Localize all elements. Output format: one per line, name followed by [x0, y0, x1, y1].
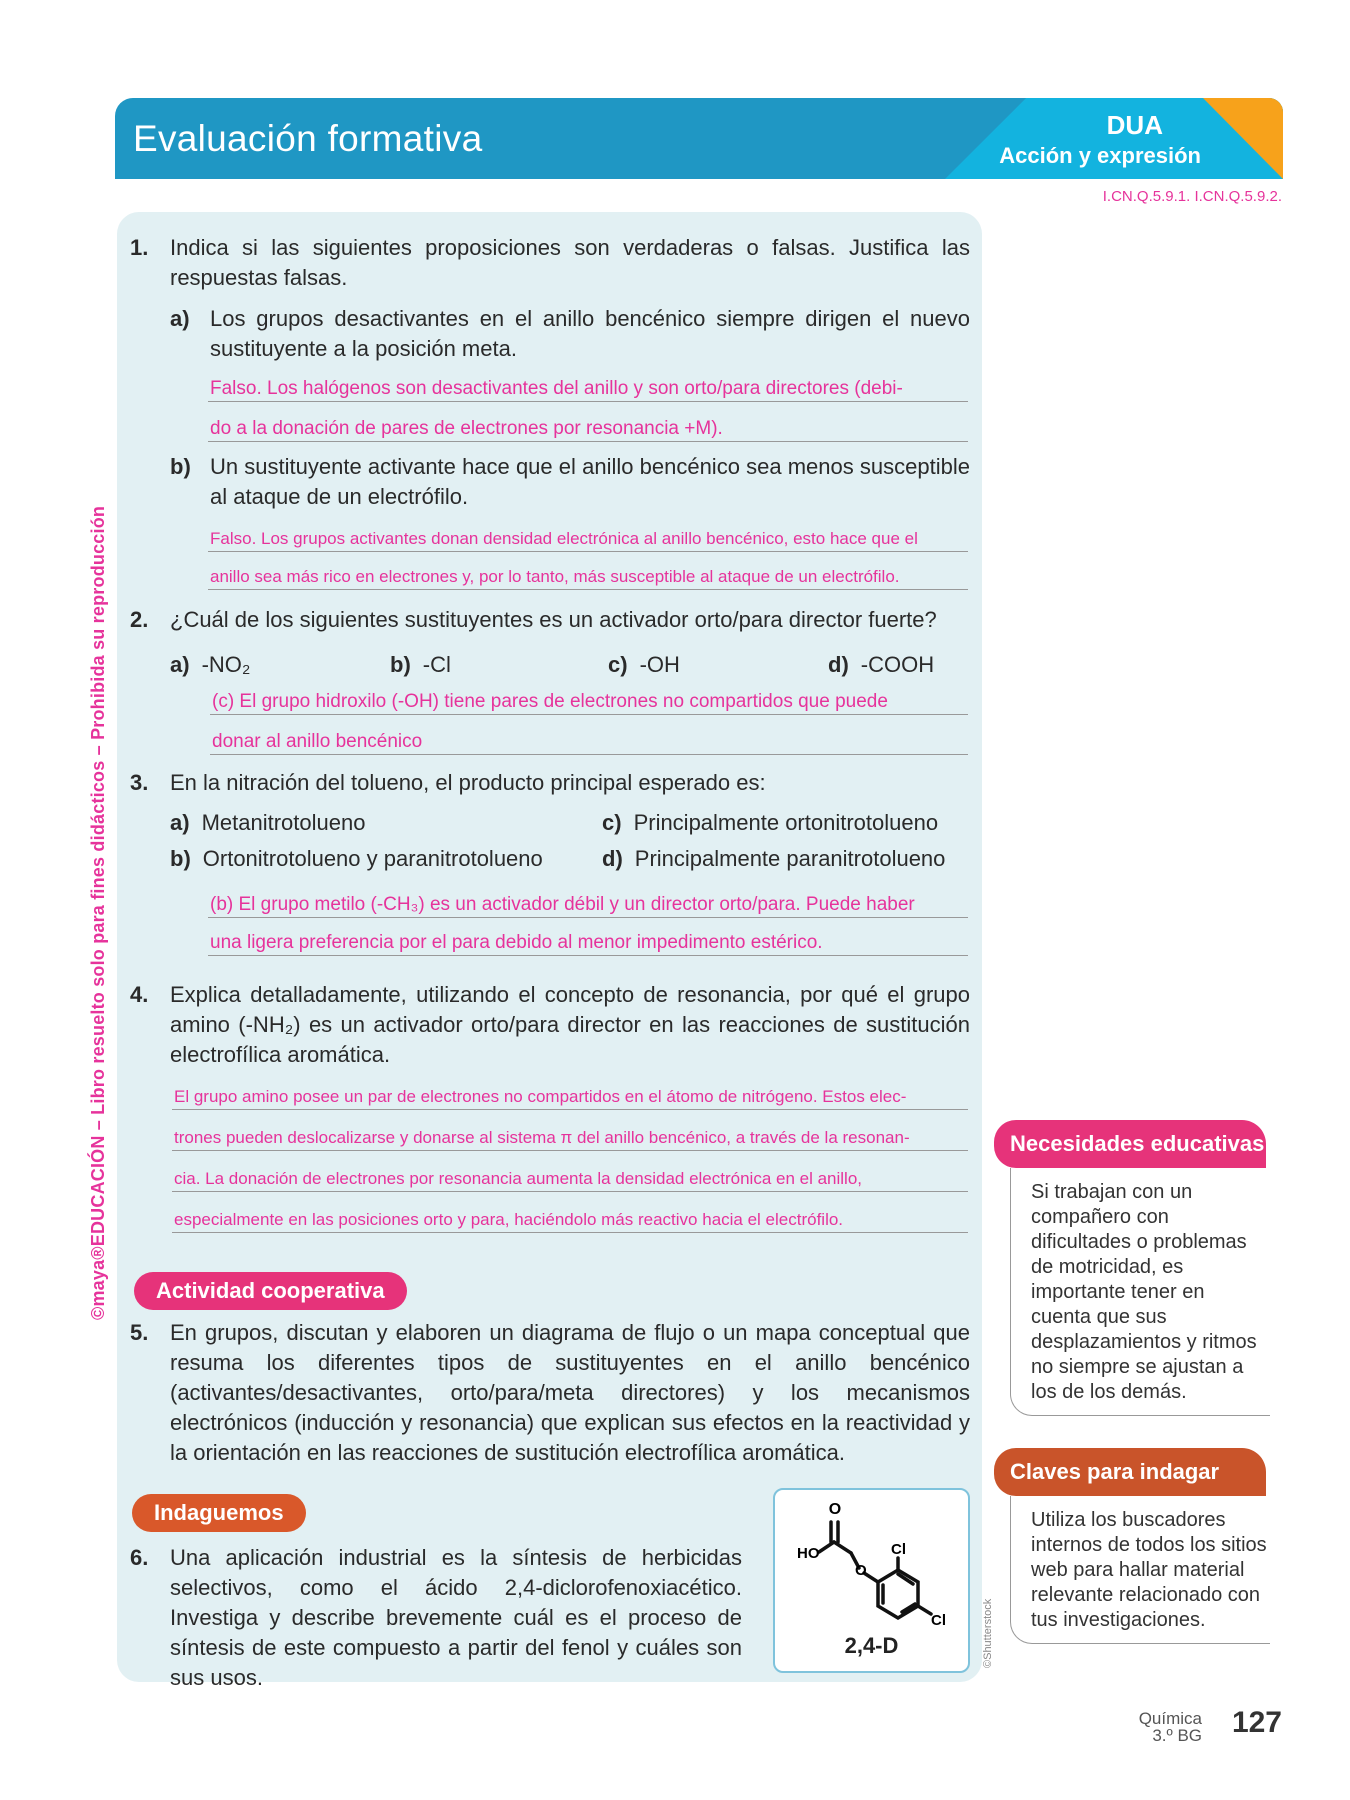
answer-line[interactable]: El grupo amino posee un par de electrones no compartidos en el átomo de nitrógeno. Estos elec- — [172, 1080, 968, 1110]
side-box-body: Utiliza los buscadores internos de todos los sitios web para hallar material relevante relacionado con tus investigaciones. — [1010, 1496, 1270, 1644]
question-1 — [130, 233, 970, 293]
option-label: c) — [602, 810, 622, 835]
atom-ether-oxygen: O — [855, 1562, 867, 1579]
question-text: Explica detalladamente, utilizando el concepto de resonancia, por qué el grupo amino (-NH₂) es un activador orto/para director en las reacciones de sustitución electrofílica aromática. — [170, 982, 970, 1067]
answer-line[interactable]: cia. La donación de electrones por resonancia aumenta la densidad electrónica en el anillo, — [172, 1162, 968, 1192]
image-credit: ©Shutterstock — [982, 1598, 994, 1668]
answer-line[interactable]: (c) El grupo hidroxilo (-OH) tiene pares de electrones no compartidos que puede — [210, 685, 968, 715]
atom-chlorine: Cl — [891, 1541, 906, 1558]
question-text: En la nitración del tolueno, el producto principal esperado es: — [170, 770, 766, 795]
option-text: Ortonitrotolueno y paranitrotolueno — [202, 846, 543, 871]
atom-chlorine: Cl — [931, 1612, 946, 1629]
question-text: Una aplicación industrial es la síntesis de herbicidas selectivos, como el ácido 2,4-diclorofenoxiacético. Investiga y describe brevemente cuál es el proceso de síntesis de este compuesto a partir del fenol y cuáles son sus usos. — [170, 1545, 742, 1690]
question-4 — [130, 980, 970, 1070]
option-text: Metanitrotolueno — [201, 810, 366, 835]
option-text: Principalmente paranitrotolueno — [634, 846, 946, 871]
question-2 — [130, 605, 970, 635]
option-d[interactable] — [602, 844, 945, 874]
question-number: 6. — [130, 1545, 149, 1570]
footer-subject — [1082, 1710, 1202, 1744]
option-label: b) — [390, 652, 411, 677]
option-d[interactable] — [828, 650, 934, 680]
answer-line[interactable]: anillo sea más rico en electrones y, por lo tanto, más susceptible al ataque de un electrófilo. — [208, 560, 968, 590]
option-c[interactable] — [608, 650, 680, 680]
molecule-structure — [775, 1490, 968, 1640]
option-label: d) — [828, 652, 849, 677]
curriculum-codes: I.CN.Q.5.9.1. I.CN.Q.5.9.2. — [1102, 188, 1282, 205]
option-text: Un sustituyente activante hace que el anillo bencénico sea menos susceptible al ataque de un electrófilo. — [210, 454, 970, 509]
grade-level: 3.º BG — [1152, 1726, 1202, 1745]
question-number: 1. — [130, 235, 149, 260]
question-number: 2. — [130, 607, 149, 632]
option-label: a) — [170, 810, 190, 835]
atom-oxygen: O — [828, 1501, 842, 1518]
option-c[interactable] — [602, 808, 938, 838]
answer-line[interactable]: donar al anillo bencénico — [210, 725, 968, 755]
side-box-title: Necesidades educativas — [994, 1120, 1266, 1168]
answer-line[interactable]: Falso. Los halógenos son desactivantes del anillo y son orto/para directores (debi- — [208, 372, 968, 402]
page-number: 127 — [1231, 1706, 1282, 1739]
badge-cooperative-activity: Actividad cooperativa — [134, 1272, 407, 1310]
option-a[interactable] — [170, 808, 365, 838]
question-number: 4. — [130, 982, 149, 1007]
option-text: Principalmente ortonitrotolueno — [633, 810, 939, 835]
option-a[interactable] — [170, 650, 250, 680]
answer-line[interactable]: una ligera preferencia por el para debido al menor impedimento estérico. — [208, 926, 968, 956]
question-number: 5. — [130, 1320, 149, 1345]
question-text: ¿Cuál de los siguientes sustituyentes es un activador orto/para director fuerte? — [170, 607, 937, 632]
dua-subtitle: Acción y expresión — [999, 143, 1201, 168]
molecule-label: 2,4-D — [844, 1633, 899, 1658]
answer-line[interactable]: (b) El grupo metilo (-CH₃) es un activador débil y un director orto/para. Puede haber — [208, 888, 968, 918]
option-text: -Cl — [422, 652, 451, 677]
answer-line[interactable]: do a la donación de pares de electrones por resonancia +M). — [208, 412, 968, 442]
side-box-title: Claves para indagar — [994, 1448, 1266, 1496]
option-label: c) — [608, 652, 628, 677]
copyright-vertical: ©maya®EDUCACIÓN – Libro resuelto solo para fines didácticos – Prohibida su reproducción — [88, 505, 108, 1320]
badge-inquiry: Indaguemos — [132, 1494, 306, 1532]
question-number: 3. — [130, 770, 149, 795]
option-label: d) — [602, 846, 623, 871]
question-6 — [130, 1543, 742, 1693]
answer-line[interactable]: trones pueden deslocalizarse y donarse al sistema π del anillo bencénico, a través de la resonan- — [172, 1121, 968, 1151]
option-label: b) — [170, 846, 191, 871]
question-1b — [170, 452, 970, 512]
question-5 — [130, 1318, 970, 1468]
option-label: b) — [170, 454, 191, 479]
option-b[interactable] — [390, 650, 451, 680]
atom-hydroxyl: HO — [797, 1545, 820, 1562]
page-title: Evaluación formativa — [133, 118, 483, 159]
option-b[interactable] — [170, 844, 543, 874]
subject-name: Química — [1138, 1709, 1202, 1728]
answer-line[interactable]: Falso. Los grupos activantes donan densidad electrónica al anillo bencénico, esto hace que el — [208, 522, 968, 552]
option-text: Los grupos desactivantes en el anillo bencénico siempre dirigen el nuevo sustituyente a la posición meta. — [210, 306, 970, 361]
question-1a — [170, 304, 970, 364]
option-text: -NO₂ — [201, 652, 251, 677]
option-text: -COOH — [860, 652, 935, 677]
side-box-body: Si trabajan con un compañero con dificultades o problemas de motricidad, es importante tener en cuenta que sus desplazamientos y ritmos no siempre se ajustan a los de los demás. — [1010, 1168, 1270, 1416]
molecule-figure — [773, 1488, 970, 1673]
answer-line[interactable]: especialmente en las posiciones orto y para, haciéndolo más reactivo hacia el electrófilo. — [172, 1203, 968, 1233]
question-text: En grupos, discutan y elaboren un diagrama de flujo o un mapa conceptual que resuma los diferentes tipos de sustituyentes en el anillo bencénico (activantes/desactivantes, orto/para/meta directores) y los mecanismos electrónicos (inducción y resonancia) que explican sus efectos en la reactividad y la orientación en las reacciones de sustitución electrofílica aromática. — [170, 1320, 970, 1465]
option-text: -OH — [639, 652, 680, 677]
question-text: Indica si las siguientes proposiciones son verdaderas o falsas. Justifica las respuestas falsas. — [170, 235, 970, 290]
question-3 — [130, 768, 970, 798]
option-label: a) — [170, 306, 190, 331]
option-label: a) — [170, 652, 190, 677]
header-banner — [115, 98, 1283, 179]
dua-title: DUA — [1106, 110, 1163, 140]
